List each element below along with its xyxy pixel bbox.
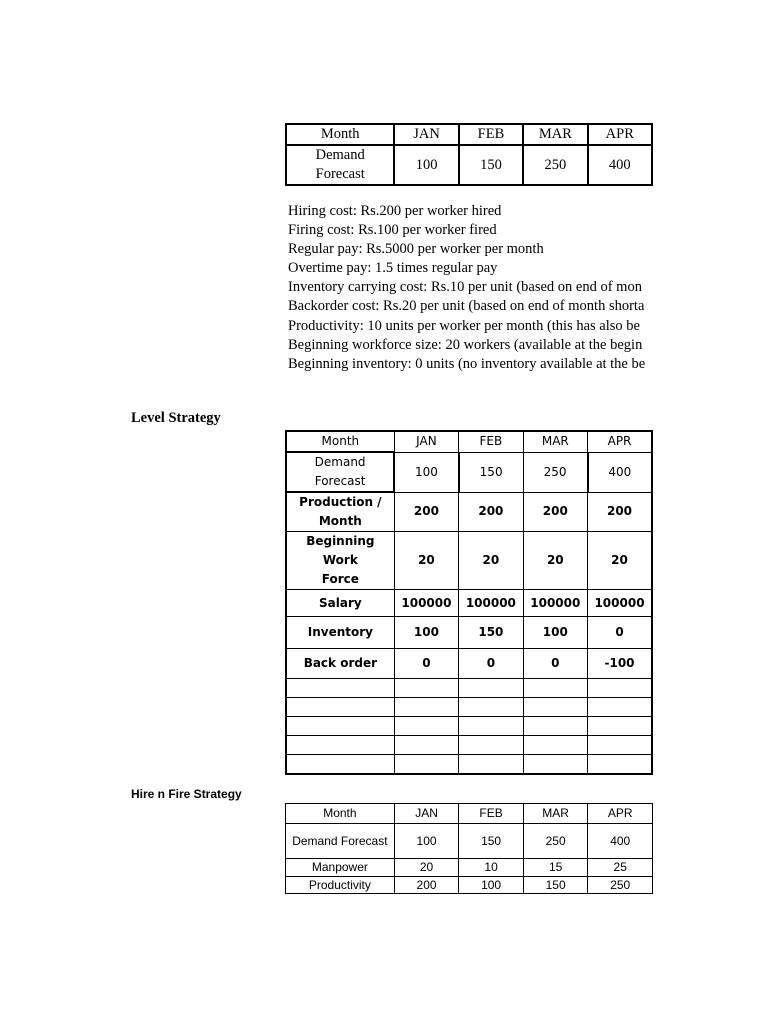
- row-label-line: Forecast: [314, 474, 366, 488]
- table-cell: 150: [459, 824, 524, 859]
- table-cell: 20: [459, 532, 523, 590]
- header-cell: MAR: [523, 804, 588, 824]
- table-cell: 0: [459, 649, 523, 679]
- table-cell: 250: [523, 824, 588, 859]
- note-line: Overtime pay: 1.5 times regular pay: [288, 260, 498, 277]
- table-cell: -100: [588, 649, 652, 679]
- row-label-line: Beginning Work: [306, 534, 375, 567]
- table-row: [286, 431, 652, 452]
- row-label-line: Month: [318, 514, 362, 528]
- empty-row: [286, 755, 652, 775]
- table-cell: 20: [394, 859, 459, 877]
- table-cell: 400: [588, 824, 653, 859]
- table-cell: 100: [394, 452, 458, 492]
- table-row: [286, 617, 652, 649]
- note-line: Backorder cost: Rs.20 per unit (based on end of month shorta: [288, 298, 645, 315]
- empty-row: [286, 698, 652, 717]
- table-cell: 200: [459, 492, 523, 532]
- header-cell: Month: [286, 124, 394, 145]
- empty-row: [286, 717, 652, 736]
- table-cell: 20: [588, 532, 652, 590]
- note-line: Beginning inventory: 0 units (no inventory available at the be: [288, 355, 646, 372]
- level-strategy-title: Level Strategy: [131, 410, 221, 426]
- row-label: [286, 145, 394, 185]
- table-row: [286, 877, 653, 894]
- table-cell: 200: [523, 492, 587, 532]
- header-cell: FEB: [459, 124, 523, 145]
- table-row: [286, 145, 652, 185]
- row-label: [286, 492, 394, 532]
- row-label: Manpower: [286, 859, 395, 877]
- table-row: [286, 452, 652, 492]
- table-cell: 250: [523, 145, 587, 185]
- note-line: Productivity: 10 units per worker per month (this has also be: [288, 317, 640, 334]
- header-cell: Month: [286, 804, 395, 824]
- table-cell: 200: [394, 492, 458, 532]
- header-cell: JAN: [394, 431, 458, 452]
- header-cell: Month: [286, 431, 394, 452]
- table-row: [286, 124, 652, 145]
- table-cell: 250: [523, 452, 587, 492]
- table-row: [286, 492, 652, 532]
- row-label-line: Demand: [315, 147, 365, 163]
- table-cell: 0: [523, 649, 587, 679]
- header-cell: APR: [588, 431, 652, 452]
- header-cell: FEB: [459, 431, 523, 452]
- row-label: Salary: [286, 590, 394, 617]
- header-cell: MAR: [523, 431, 587, 452]
- row-label: Demand Forecast: [286, 824, 395, 859]
- row-label: [286, 452, 394, 492]
- header-cell: JAN: [394, 124, 458, 145]
- row-label: [286, 532, 394, 590]
- header-cell: APR: [588, 124, 652, 145]
- header-cell: APR: [588, 804, 653, 824]
- table-cell: 150: [459, 452, 523, 492]
- table-cell: 100: [459, 877, 524, 894]
- note-line: Inventory carrying cost: Rs.10 per unit (based on end of mon: [288, 279, 642, 296]
- table-row: [286, 804, 653, 824]
- table-cell: 150: [459, 145, 523, 185]
- empty-row: [286, 736, 652, 755]
- table-cell: 100: [394, 824, 459, 859]
- table-cell: 20: [394, 532, 458, 590]
- table-cell: 100: [523, 617, 587, 649]
- header-cell: MAR: [523, 124, 587, 145]
- table-cell: 200: [588, 492, 652, 532]
- table-cell: 15: [523, 859, 588, 877]
- row-label-line: Demand: [314, 455, 366, 469]
- header-cell: JAN: [394, 804, 459, 824]
- table-cell: 200: [394, 877, 459, 894]
- table-cell: 150: [459, 617, 523, 649]
- hire-fire-strategy-table: [285, 803, 653, 894]
- table-cell: 100000: [394, 590, 458, 617]
- table-row: [286, 590, 652, 617]
- table-cell: 100000: [459, 590, 523, 617]
- hire-fire-strategy-title: Hire n Fire Strategy: [131, 787, 242, 801]
- table-cell: 100000: [588, 590, 652, 617]
- table-cell: 25: [588, 859, 653, 877]
- table-row: [286, 649, 652, 679]
- table-row: [286, 859, 653, 877]
- table-cell: 100: [394, 617, 458, 649]
- table-cell: 0: [394, 649, 458, 679]
- table-row: [286, 824, 653, 859]
- note-line: Regular pay: Rs.5000 per worker per month: [288, 241, 544, 258]
- cost-notes: [288, 202, 654, 374]
- table-cell: 400: [588, 452, 652, 492]
- table-cell: 10: [459, 859, 524, 877]
- empty-row: [286, 679, 652, 698]
- note-line: Hiring cost: Rs.200 per worker hired: [288, 203, 502, 219]
- note-line: Beginning workforce size: 20 workers (available at the begin: [288, 336, 643, 353]
- note-line: Firing cost: Rs.100 per worker fired: [288, 222, 497, 239]
- demand-forecast-table: [285, 123, 653, 186]
- table-cell: 100: [394, 145, 458, 185]
- row-label: Productivity: [286, 877, 395, 894]
- table-cell: 0: [588, 617, 652, 649]
- row-label: Inventory: [286, 617, 394, 649]
- row-label: Back order: [286, 649, 394, 679]
- table-cell: 400: [588, 145, 652, 185]
- level-strategy-table: [285, 430, 653, 775]
- table-cell: 250: [588, 877, 653, 894]
- header-cell: FEB: [459, 804, 524, 824]
- table-row: [286, 532, 652, 590]
- row-label-line: Forecast: [315, 166, 365, 182]
- table-cell: 20: [523, 532, 587, 590]
- table-cell: 100000: [523, 590, 587, 617]
- row-label-line: Production /: [299, 495, 382, 509]
- row-label-line: Force: [321, 572, 359, 586]
- table-cell: 150: [523, 877, 588, 894]
